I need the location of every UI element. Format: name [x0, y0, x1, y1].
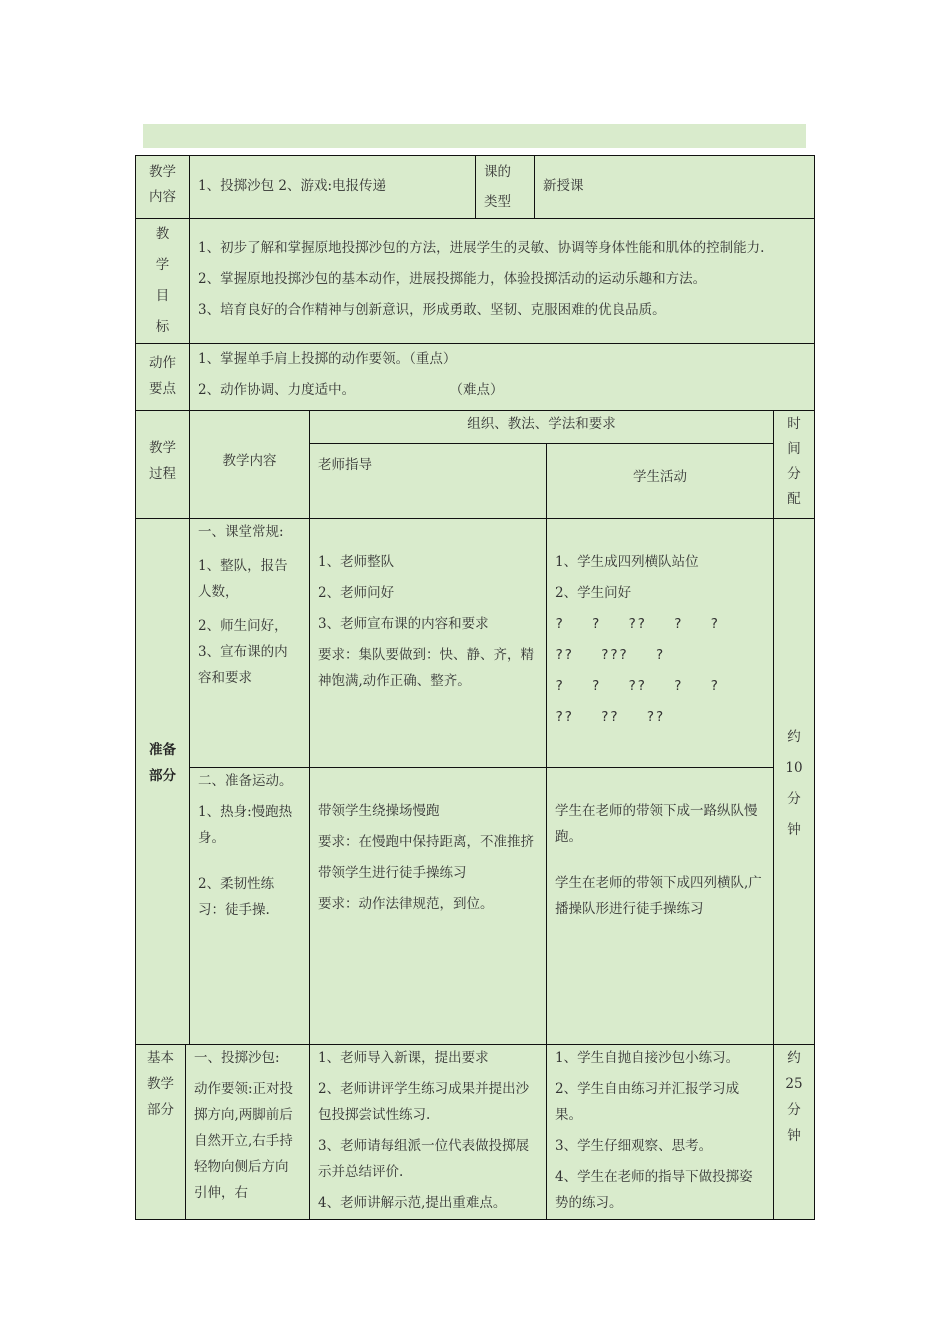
prep-student-2: 学生在老师的带领下成一路纵队慢跑。 学生在老师的带领下成四列横队,广播操队形进行徒手操练习: [546, 767, 774, 1045]
objective-item: 1、初步了解和掌握原地投掷沙包的方法，进展学生的灵敏、协调等身体性能和肌体的控制能力.: [198, 240, 765, 256]
objectives-label-cell: 教 学 目 标: [135, 218, 190, 344]
formation-row: ?? ?? ??: [555, 709, 665, 725]
objective-item: 2、掌握原地投掷沙包的基本动作，进展投掷能力，体验投掷活动的运动乐趣和方法。: [198, 271, 707, 287]
keypoint-item: 2、动作协调、力度适中。 （难点）: [198, 382, 504, 398]
basic-content: 一、投掷沙包: 动作要领:正对投掷方向,两脚前后自然开立,右手持轻物向侧后方向引伸，右: [185, 1044, 310, 1220]
keypoint-item: 1、掌握单手肩上投掷的动作要领。（重点）: [198, 351, 457, 367]
formation-row: ? ? ?? ? ?: [555, 616, 720, 632]
type-label-cell: 课的 类型: [475, 155, 535, 219]
content-value: 1、投掷沙包 2、游戏:电报传递: [198, 178, 387, 194]
content-label-cell: 教学 内容: [135, 155, 190, 219]
keypoints-label-cell: 动作 要点: [135, 343, 190, 411]
basic-student: 1、学生自抛自接沙包小练习。 2、学生自由练习并汇报学习成果。 3、学生仔细观察、思考。 4、学生在老师的指导下做投掷姿势的练习。: [546, 1044, 774, 1220]
header-banner: [143, 124, 806, 148]
formation-row: ?? ??? ?: [555, 647, 665, 663]
prep-student-1: 1、学生成四列横队站位 2、学生问好 ? ? ?? ? ? ?? ??? ? ? ? ?? ? ? ?? ?? ??: [546, 518, 774, 768]
basic-time: 约 25 分 钟: [773, 1044, 815, 1220]
content-value-cell: [189, 155, 476, 219]
prep-content-2: 二、准备运动。 1、热身:慢跑热身。 2、柔韧性练习：徒手操.: [189, 767, 310, 1045]
objectives-cell: [189, 218, 815, 344]
prep-time: 约 10 分 钟: [773, 518, 815, 1045]
prep-content-1: 一、课堂常规: 1、整队，报告人数， 2、师生问好， 3、宣布课的内容和要求: [189, 518, 310, 768]
keypoints-cell: [189, 343, 815, 411]
prep-label-cell: 准备 部分: [135, 518, 190, 1045]
time-header: 时 间 分 配: [773, 410, 815, 519]
objective-item: 3、培育良好的合作精神与创新意识，形成勇敢、坚韧、克服困难的优良品质。: [198, 302, 666, 318]
prep-teacher-1: 1、老师整队 2、老师问好 3、老师宣布课的内容和要求 要求：集队要做到：快、静、齐，精神饱满,动作正确、整齐。: [309, 518, 547, 768]
type-value-cell: [534, 155, 815, 219]
formation-row: ? ? ?? ? ?: [555, 678, 720, 694]
process-label-cell: 教学 过程: [135, 410, 190, 519]
methods-header: 组织、教法、学法和要求: [309, 410, 774, 444]
basic-teacher: 1、老师导入新课，提出要求 2、老师讲评学生练习成果并提出沙包投掷尝试性练习. 3、老师请每组派一位代表做投掷展示并总结评价. 4、老师讲解示范,提出重难点。: [309, 1044, 547, 1220]
basic-label-cell: 基本 教学 部分: [135, 1044, 186, 1220]
teacher-header: 老师指导: [309, 443, 547, 519]
process-content-header: 教学内容: [189, 410, 310, 519]
student-header: 学生活动: [546, 443, 774, 519]
type-value: 新授课: [543, 178, 584, 194]
prep-teacher-2: 带领学生绕操场慢跑 要求：在慢跑中保持距离，不准推挤 带领学生进行徒手操练习 要求：动作法律规范，到位。: [309, 767, 547, 1045]
